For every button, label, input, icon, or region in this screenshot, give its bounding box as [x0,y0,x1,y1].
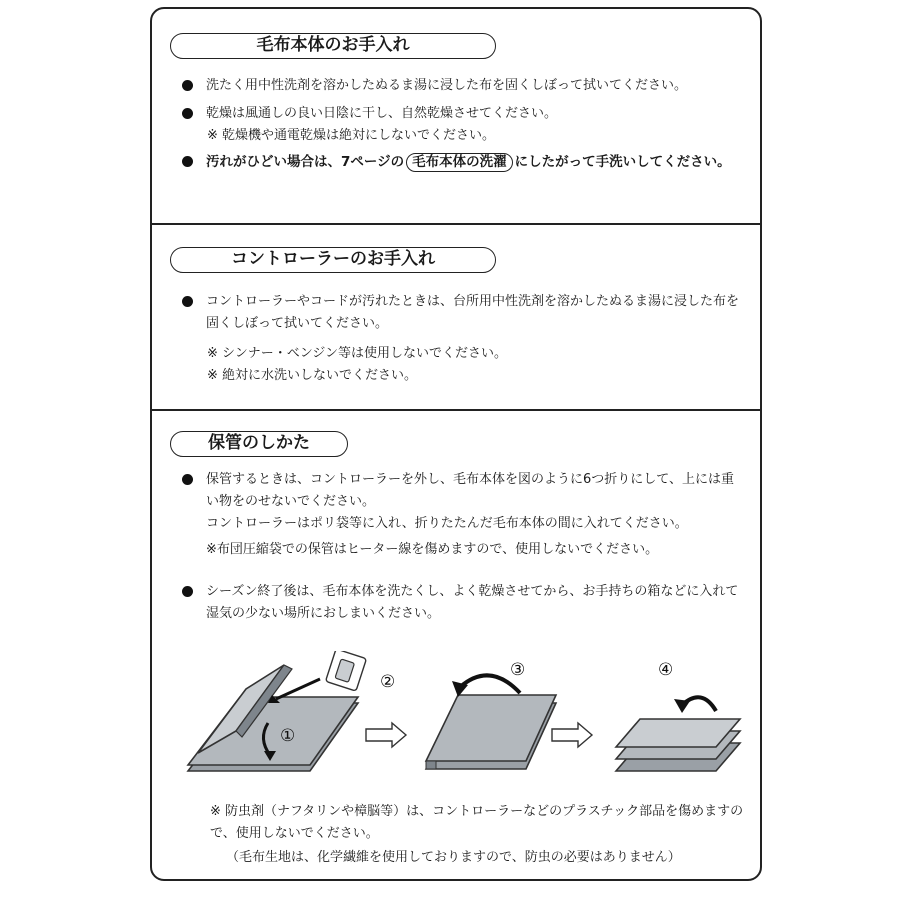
thinner-warning-note: ※ シンナー・ベンジン等は使用しないでください。 [207,346,508,361]
step-3-marker: ③ [510,660,526,680]
controller-care-section [152,223,760,409]
insect-repellent-warning: ※ 防虫剤（ナフタリンや樟脳等）は、コントローラーなどのプラスチック部品を傷めますので、使用しないでください。 [210,804,744,841]
storage-section [152,409,760,881]
no-water-wash-note: ※ 絶対に水洗いしないでください。 [207,368,418,383]
fold-step-3-blanket [426,675,556,769]
blanket-care-bullet-3: 汚れがひどい場合は、7ページの 毛布本体の洗濯 にしたがって手洗いしてください。 [182,151,742,173]
care-instructions-frame [150,7,762,881]
controller-care-heading: コントローラーのお手入れ [170,247,496,273]
blanket-care-heading: 毛布本体のお手入れ [170,33,496,59]
controller-care-bullet-1: コントローラーやコードが汚れたときは、台所用中性洗剤を溶かしたぬるま湯に浸した布を固くしぼって拭いてください。 [182,291,742,335]
right-arrow-icon [366,723,406,747]
bullet-dot-icon [182,80,193,91]
blanket-care-bullet-1: 洗たく用中性洗剤を溶かしたぬるま湯に浸した布を固くしぼって拭いてください。 [182,75,742,97]
step-4-marker: ④ [658,660,674,680]
blanket-care-bullet-2: 乾燥は風通しの良い日陰に干し、自然乾燥させてください。 [182,103,742,125]
bullet-dot-icon [182,586,193,597]
dryer-warning-note: ※ 乾燥機や通電乾燥は絶対にしないでください。 [207,128,496,143]
step-2-marker: ② [380,672,396,692]
fold-step-4-blanket [616,697,740,771]
bullet-dot-icon [182,108,193,119]
controller-bag-icon [326,651,367,691]
storage-bullet-2: シーズン終了後は、毛布本体を洗たくし、よく乾燥させてから、お手持ちの箱などに入れて湿気の少ない場所におしまいください。 [182,581,742,625]
step-1-marker: ① [280,726,296,746]
synthetic-fabric-note: （毛布生地は、化学繊維を使用しておりますので、防虫の必要はありません） [226,850,681,865]
bullet-dot-icon [182,474,193,485]
washing-page-reference: 毛布本体の洗濯 [406,153,513,172]
right-arrow-icon [552,723,592,747]
storage-bullet-1: 保管するときは、コントローラーを外し、毛布本体を図のように6つ折りにして、上には重い物をのせないでください。 コントローラーはポリ袋等に入れ、折りたたんだ毛布本体の間に入れてください。 ※布団圧縮袋での保管はヒーター線を傷めますので、使用しないでください。 [182,469,742,561]
blanket-care-section [152,9,760,223]
folding-steps-illustration [180,651,750,791]
bullet-dot-icon [182,156,193,167]
storage-heading: 保管のしかた [170,431,348,457]
bullet-dot-icon [182,296,193,307]
